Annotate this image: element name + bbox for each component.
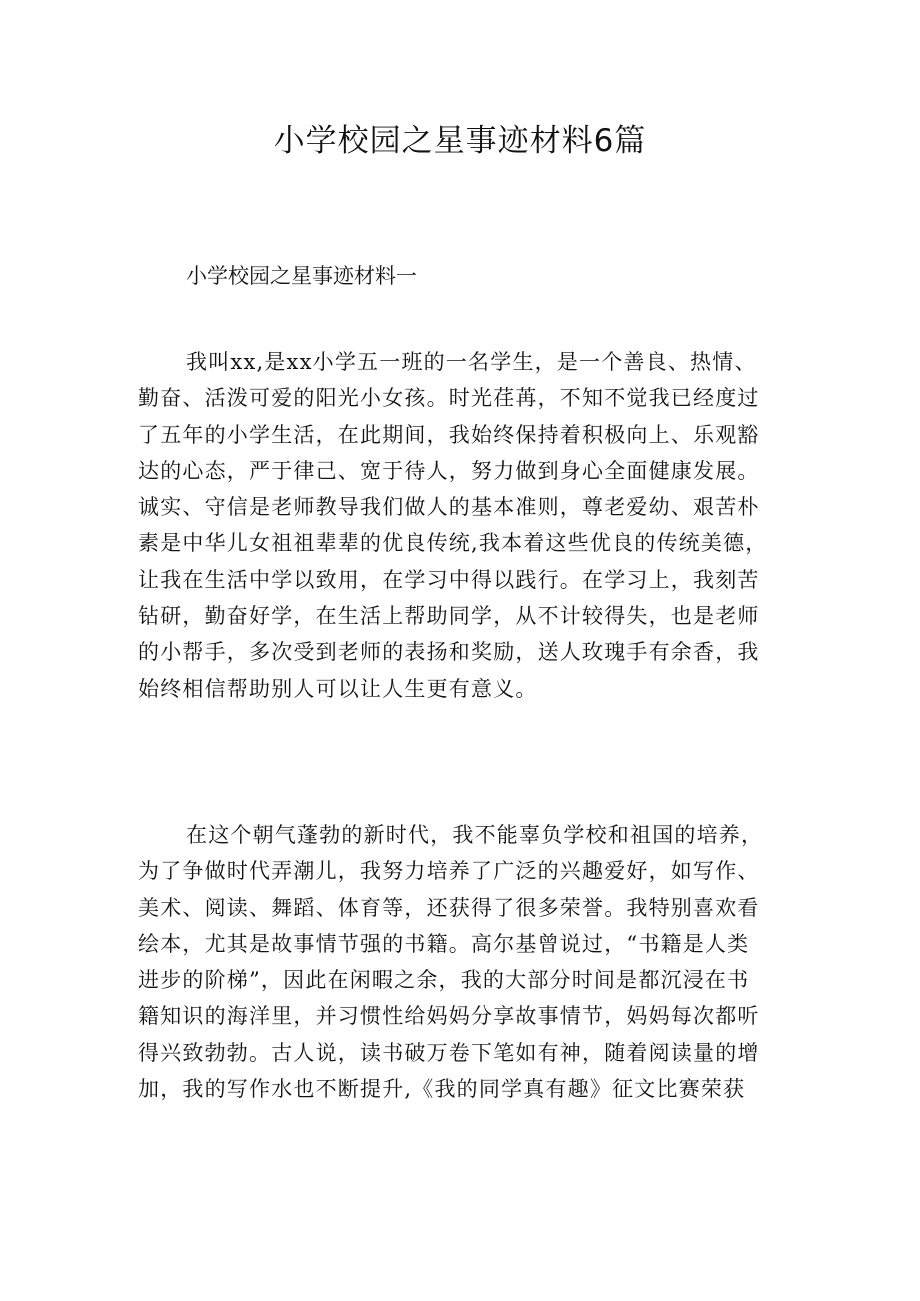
paragraph-line: 籍知识的海洋里，并习惯性给妈妈分享故事情节，妈妈每次都听 — [138, 1004, 760, 1029]
paragraph-line: 让我在生活中学以致用，在学习中得以践行。在学习上，我刻苦 — [138, 567, 760, 592]
paragraph-line: 始终相信帮助别人可以让人生更有意义。 — [138, 676, 538, 701]
paragraph-line: 我叫xx,是xx小学五一班的一名学生，是一个善良、热情、 — [186, 350, 757, 374]
paragraph-line: 美术、阅读、舞蹈、体育等，还获得了很多荣誉。我特别喜欢看 — [138, 895, 760, 920]
paragraph-line: 加，我的写作水也不断提升,《我的同学真有趣》征文比赛荣获 — [138, 1077, 746, 1102]
paragraph-1 — [138, 344, 790, 707]
paragraph-line: 诚实、守信是老师教导我们做人的基本准则，尊老爱幼、艰苦朴 — [138, 495, 760, 520]
paragraph-line: 进步的阶梯”，因此在闲暇之余，我的大部分时间是都沉浸在书 — [138, 968, 750, 993]
paragraph-line: 的小帮手，多次受到老师的表扬和奖励，送人玫瑰手有余香，我 — [138, 640, 760, 665]
paragraph-line: 绘本，尤其是故事情节强的书籍。高尔基曾说过，“书籍是人类 — [138, 931, 750, 956]
paragraph-line: 勤奋、活泼可爱的阳光小女孩。时光荏苒，不知不觉我已经度过 — [138, 386, 760, 411]
paragraph-line: 为了争做时代弄潮儿，我努力培养了广泛的兴趣爱好，如写作、 — [138, 859, 760, 884]
paragraph-2 — [138, 817, 790, 1107]
paragraph-line: 素是中华儿女祖祖辈辈的优良传统,我本着这些优良的传统美德， — [138, 531, 768, 556]
paragraph-line: 了五年的小学生活，在此期间，我始终保持着积极向上、乐观豁 — [138, 422, 760, 447]
section-heading: 小学校园之星事迹材料一 — [186, 264, 417, 288]
paragraph-line: 得兴致勃勃。古人说，读书破万卷下笔如有神，随着阅读量的增 — [138, 1040, 760, 1065]
paragraph-line: 钻研，勤奋好学，在生活上帮助同学，从不计较得失，也是老师 — [138, 604, 760, 629]
paragraph-line: 在这个朝气蓬勃的新时代，我不能辜负学校和祖国的培养， — [186, 823, 764, 847]
document-title: 小学校园之星事迹材料6篇 — [273, 123, 647, 159]
paragraph-line: 达的心态，严于律己、宽于待人，努力做到身心全面健康发展。 — [138, 458, 760, 483]
